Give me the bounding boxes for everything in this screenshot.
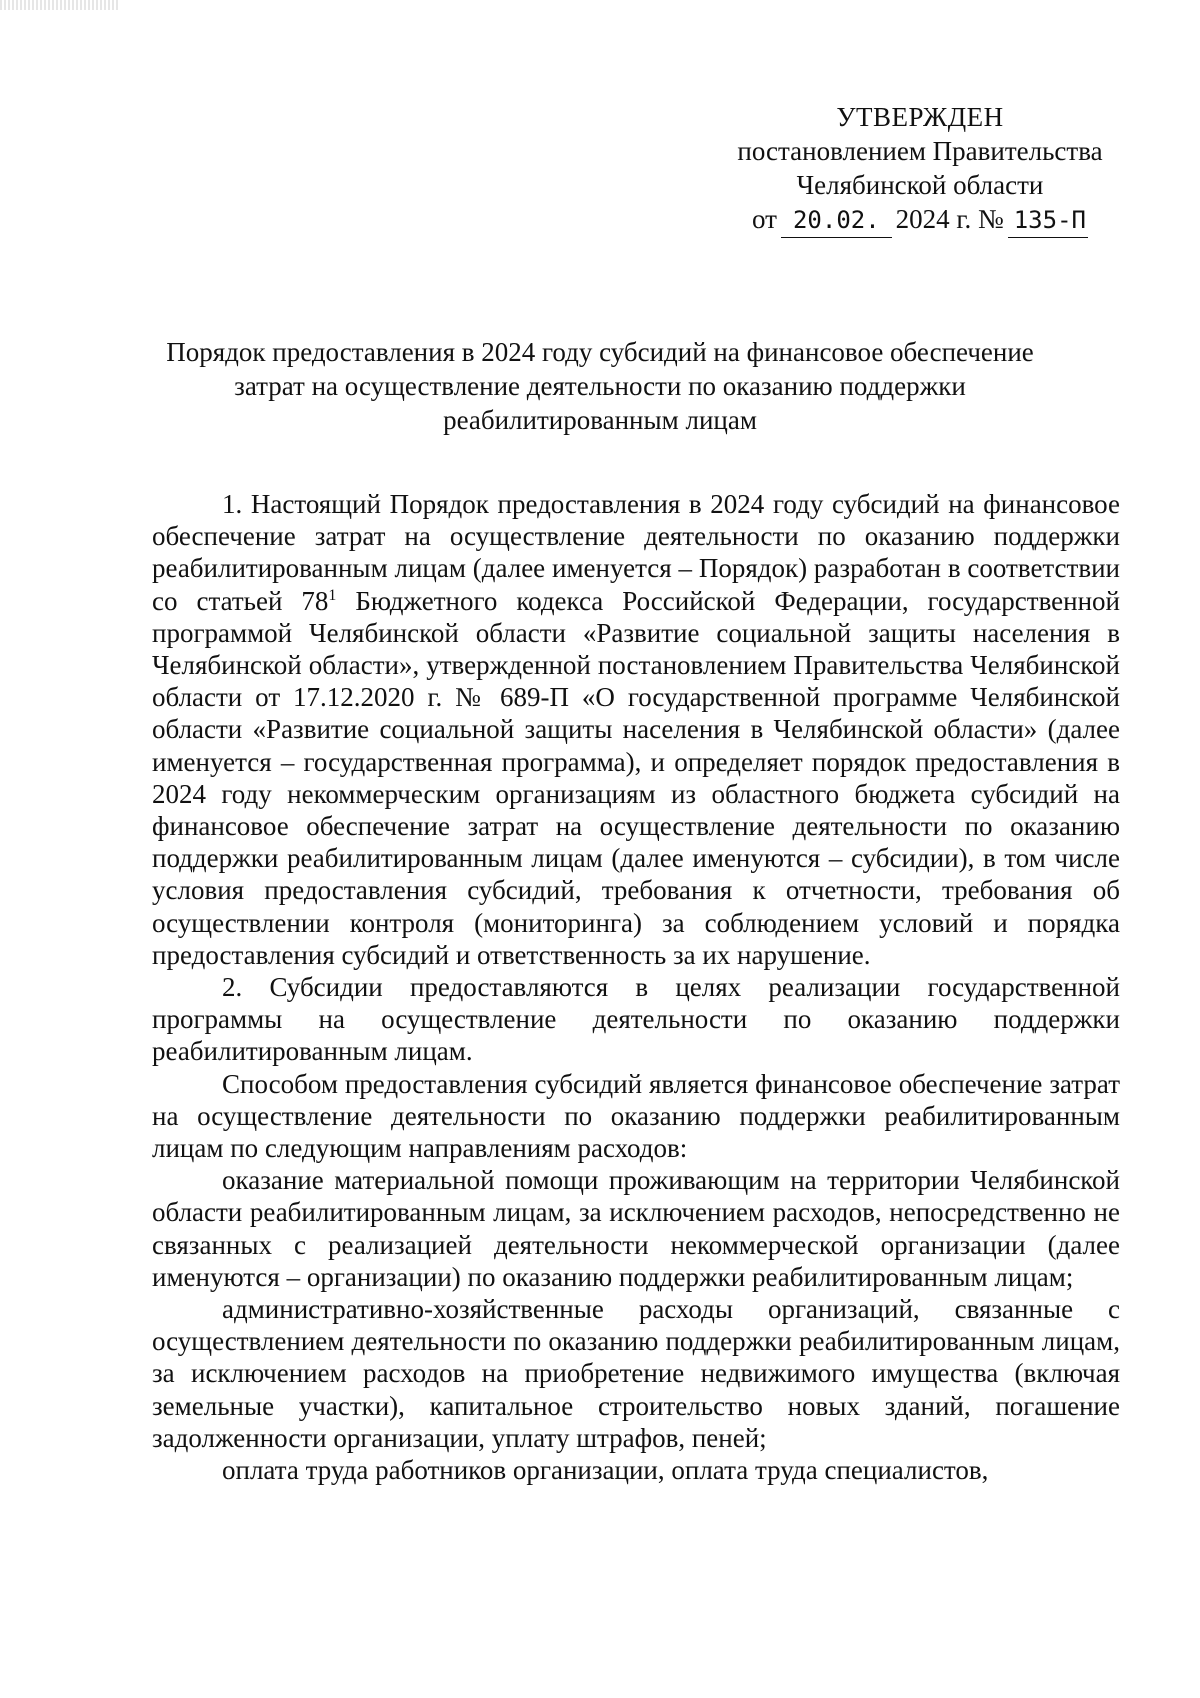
date-value: 20.02. — [781, 203, 892, 238]
approval-line-region: Челябинской области — [796, 170, 1044, 200]
document-title-line-1: Порядок предоставления в 2024 году субсидий на финансовое обеспечение — [166, 337, 1034, 367]
paragraph-6: оплата труда работников организации, оплата труда специалистов, — [222, 1455, 989, 1486]
paragraph-5: административно-хозяйственные расходы организаций, связанные с осуществлением деятельности по оказанию поддержки реабилитированным лицам, за исключением расходов на приобретение недвижимого имущества (включая земельные участки), капитальное строительство новых зданий, погашение задолженности организации, уплату штрафов, пеней; — [152, 1294, 1120, 1453]
document-body — [152, 488, 1120, 1486]
paragraph-1 — [152, 488, 1120, 971]
paragraph-1-text-a: 1. Настоящий Порядок предоставления в 2024 году субсидий на финансовое обеспечение затрат на осуществление деятельности по оказанию поддержки реабилитированным лицам (далее именуется – Порядок) разработан в соответствии со статьей 78 — [152, 489, 1120, 616]
document-title-line-3: реабилитированным лицам — [443, 405, 757, 435]
article-superscript: 1 — [328, 586, 337, 604]
document-title-line-2: затрат на осуществление деятельности по оказанию поддержки — [234, 371, 966, 401]
date-year-number-label: 2024 г. № — [895, 204, 1004, 234]
approval-stamp-block — [720, 100, 1120, 238]
paragraph-2: 2. Субсидии предоставляются в целях реализации государственной программы на осуществление деятельности по оказанию поддержки реабилитированным лицам. — [152, 972, 1120, 1067]
date-prefix: от — [752, 204, 777, 234]
approval-title: УТВЕРЖДЕН — [836, 102, 1004, 132]
scan-edge-artifact — [0, 0, 120, 10]
paragraph-3: Способом предоставления субсидий является финансовое обеспечение затрат на осуществление деятельности по оказанию поддержки реабилитированным лицам по следующим направлениям расходов: — [152, 1068, 1120, 1164]
decree-number: 135-П — [1008, 203, 1088, 238]
document-title — [150, 335, 1050, 437]
paragraph-4: оказание материальной помощи проживающим на территории Челябинской области реабилитированным лицам, за исключением расходов, непосредственно не связанных с реализацией деятельности некоммерческой организации (далее именуются – организации) по оказанию поддержки реабилитированным лицам; — [152, 1165, 1120, 1292]
paragraph-1-text-b: Бюджетного кодекса Российской Федерации, государственной программой Челябинской области «Развитие социальной защиты населения в Челябинской области», утвержденной постановлением Правительства Челябинской области от 17.12.2020 г. № 689-П «О государственной программе Челябинской области «Развитие социальной защиты населения в Челябинской области» (далее именуется – государственная программа), и определяет порядок предоставления в 2024 году некоммерческим организациям из областного бюджета субсидий на финансовое обеспечение затрат на осуществление деятельности по оказанию поддержки реабилитированным лицам (далее именуются – субсидии), в том числе условия предоставления субсидий, требования к отчетности, требования об осуществлении контроля (мониторинга) за соблюдением условий и порядка предоставления субсидий и ответственность за их нарушение. — [152, 585, 1120, 970]
approval-line-government: постановлением Правительства — [737, 136, 1103, 166]
approval-date-line — [720, 202, 1120, 238]
